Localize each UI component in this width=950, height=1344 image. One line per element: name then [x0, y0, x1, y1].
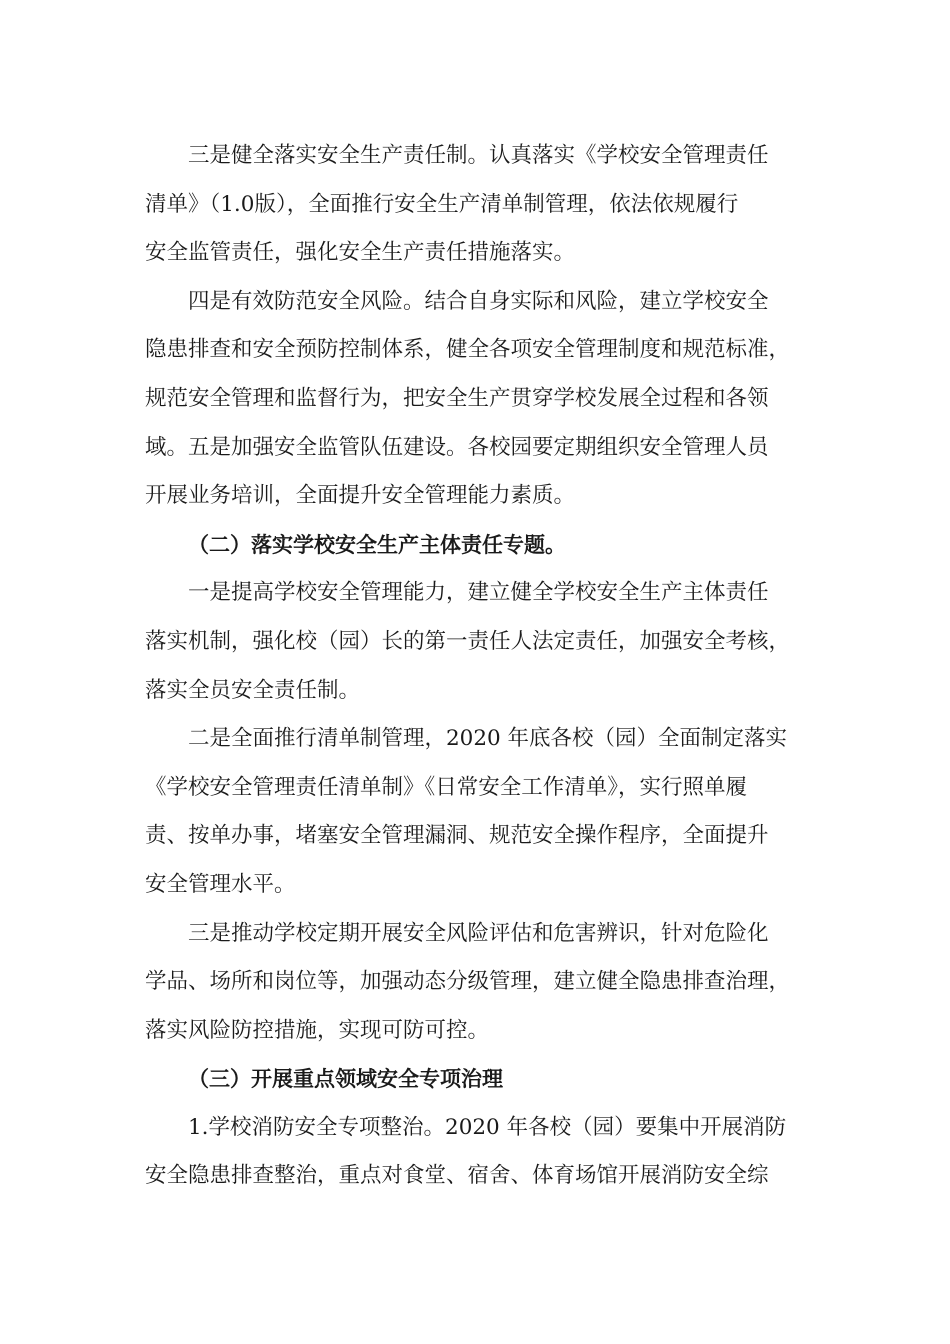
paragraph-checklist-management: 二是全面推行清单制管理，2020 年底各校（园）全面制定落实 《学校安全管理责任清单制》《日常安全工作清单》，实行照单履 责、按单办事，堵塞安全管理漏洞、规范安全操作程序，全面提升 安全管理水平。	[145, 726, 788, 897]
paragraph-safety-responsibility: 三是健全落实安全生产责任制。认真落实《学校安全管理责任 清单》（1.0版），全面推行安全生产清单制管理，依法依规履行 安全监管责任，强化安全生产责任措施落实。	[145, 143, 769, 266]
document-body	[145, 132, 805, 1201]
paragraph-fire-safety: 1.学校消防安全专项整治。2020 年各校（园）要集中开展消防 安全隐患排查整治，重点对食堂、宿舍、体育场馆开展消防安全综	[145, 1114, 787, 1189]
paragraph-risk-prevention: 四是有效防范安全风险。结合自身实际和风险，建立学校安全 隐患排查和安全预防控制体系，健全各项安全管理制度和规范标准， 规范安全管理和监督行为，把安全生产贯穿学校发展全过程和各领 域。五是加强安全监管队伍建设。各校园要定期组织安全管理人员 开展业务培训，全面提升安全管理能力素质。	[145, 288, 791, 509]
section-heading-2: （二）落实学校安全生产主体责任专题。	[188, 532, 566, 557]
paragraph-risk-assessment: 三是推动学校定期开展安全风险评估和危害辨识，针对危险化 学品、场所和岗位等，加强动态分级管理，建立健全隐患排查治理， 落实风险防控措施，实现可防可控。	[145, 920, 791, 1043]
paragraph-management-capability: 一是提高学校安全管理能力，建立健全学校安全生产主体责任 落实机制，强化校（园）长的第一责任人法定责任，加强安全考核， 落实全员安全责任制。	[145, 580, 791, 703]
section-heading-3: （三）开展重点领域安全专项治理	[188, 1067, 503, 1092]
